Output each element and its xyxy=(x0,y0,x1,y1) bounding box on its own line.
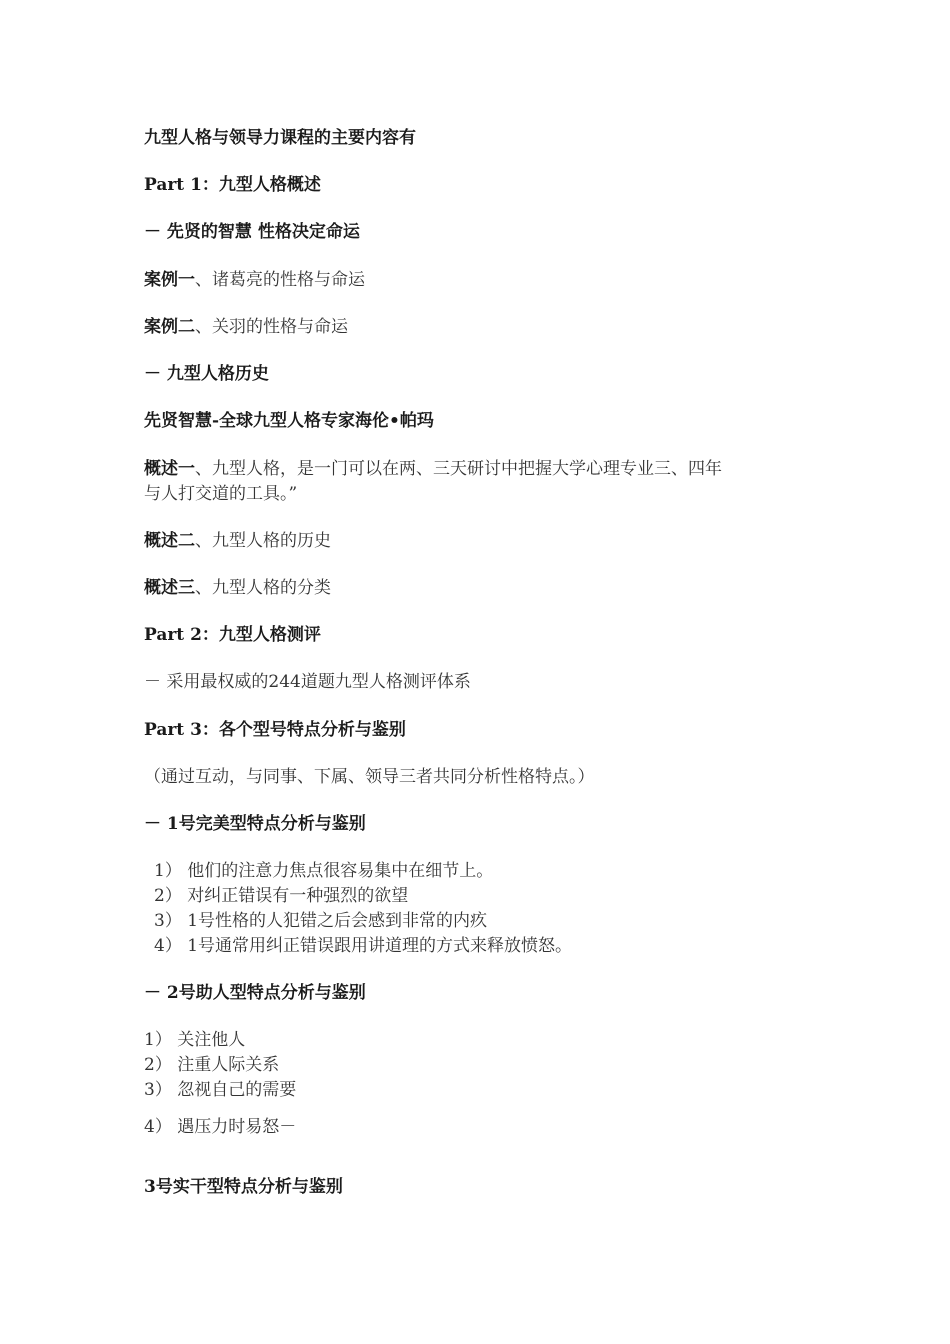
part1-sub-wisdom: － 先贤的智慧 性格决定命运 xyxy=(144,222,360,242)
overview3-line xyxy=(144,576,331,600)
case2-label: 案例二 xyxy=(144,317,195,337)
type2-heading: － 2号助人型特点分析与鉴别 xyxy=(144,983,366,1003)
type2-item: 3） 忽视自己的需要 xyxy=(144,1080,297,1100)
overview3-text: 、九型人格的分类 xyxy=(195,578,331,598)
overview1-line2: 与人打交道的工具。” xyxy=(144,484,298,504)
type2-item: 4） 遇压力时易怒－ xyxy=(144,1117,297,1137)
case2-line xyxy=(144,315,348,339)
case1-text: 、诸葛亮的性格与命运 xyxy=(195,270,365,290)
overview2-line xyxy=(144,529,331,553)
case1-label: 案例一 xyxy=(144,270,195,290)
overview1-line1 xyxy=(144,457,722,481)
expert-line: 先贤智慧-全球九型人格专家海伦•帕玛 xyxy=(144,411,434,431)
part3-heading: Part 3：各个型号特点分析与鉴别 xyxy=(144,720,406,740)
part1-sub-history: － 九型人格历史 xyxy=(144,364,269,384)
overview1-label: 概述一 xyxy=(144,459,195,479)
case1-line xyxy=(144,268,365,292)
type2-item: 1） 关注他人 xyxy=(144,1030,246,1050)
part3-note: （通过互动，与同事、下属、领导三者共同分析性格特点。） xyxy=(144,767,595,787)
type3-heading: 3号实干型特点分析与鉴别 xyxy=(144,1177,343,1197)
overview2-text: 、九型人格的历史 xyxy=(195,531,331,551)
type1-item: 2） 对纠正错误有一种强烈的欲望 xyxy=(154,886,409,906)
document-title: 九型人格与领导力课程的主要内容有 xyxy=(144,128,416,148)
type1-heading: － 1号完美型特点分析与鉴别 xyxy=(144,814,366,834)
type1-item: 3） 1号性格的人犯错之后会感到非常的内疚 xyxy=(154,911,488,931)
type1-item: 1） 他们的注意力焦点很容易集中在细节上。 xyxy=(154,861,494,881)
type1-item: 4） 1号通常用纠正错误跟用讲道理的方式来释放愤怒。 xyxy=(154,936,573,956)
part1-heading: Part 1：九型人格概述 xyxy=(144,175,321,195)
overview1-text: 、九型人格，是一门可以在两、三天研讨中把握大学心理专业三、四年 xyxy=(195,459,722,479)
type2-item: 2） 注重人际关系 xyxy=(144,1055,280,1075)
overview3-label: 概述三 xyxy=(144,578,195,598)
part2-sub-test: － 采用最权威的244道题九型人格测评体系 xyxy=(144,672,471,692)
part2-heading: Part 2：九型人格测评 xyxy=(144,625,321,645)
overview2-label: 概述二 xyxy=(144,531,195,551)
case2-text: 、关羽的性格与命运 xyxy=(195,317,348,337)
